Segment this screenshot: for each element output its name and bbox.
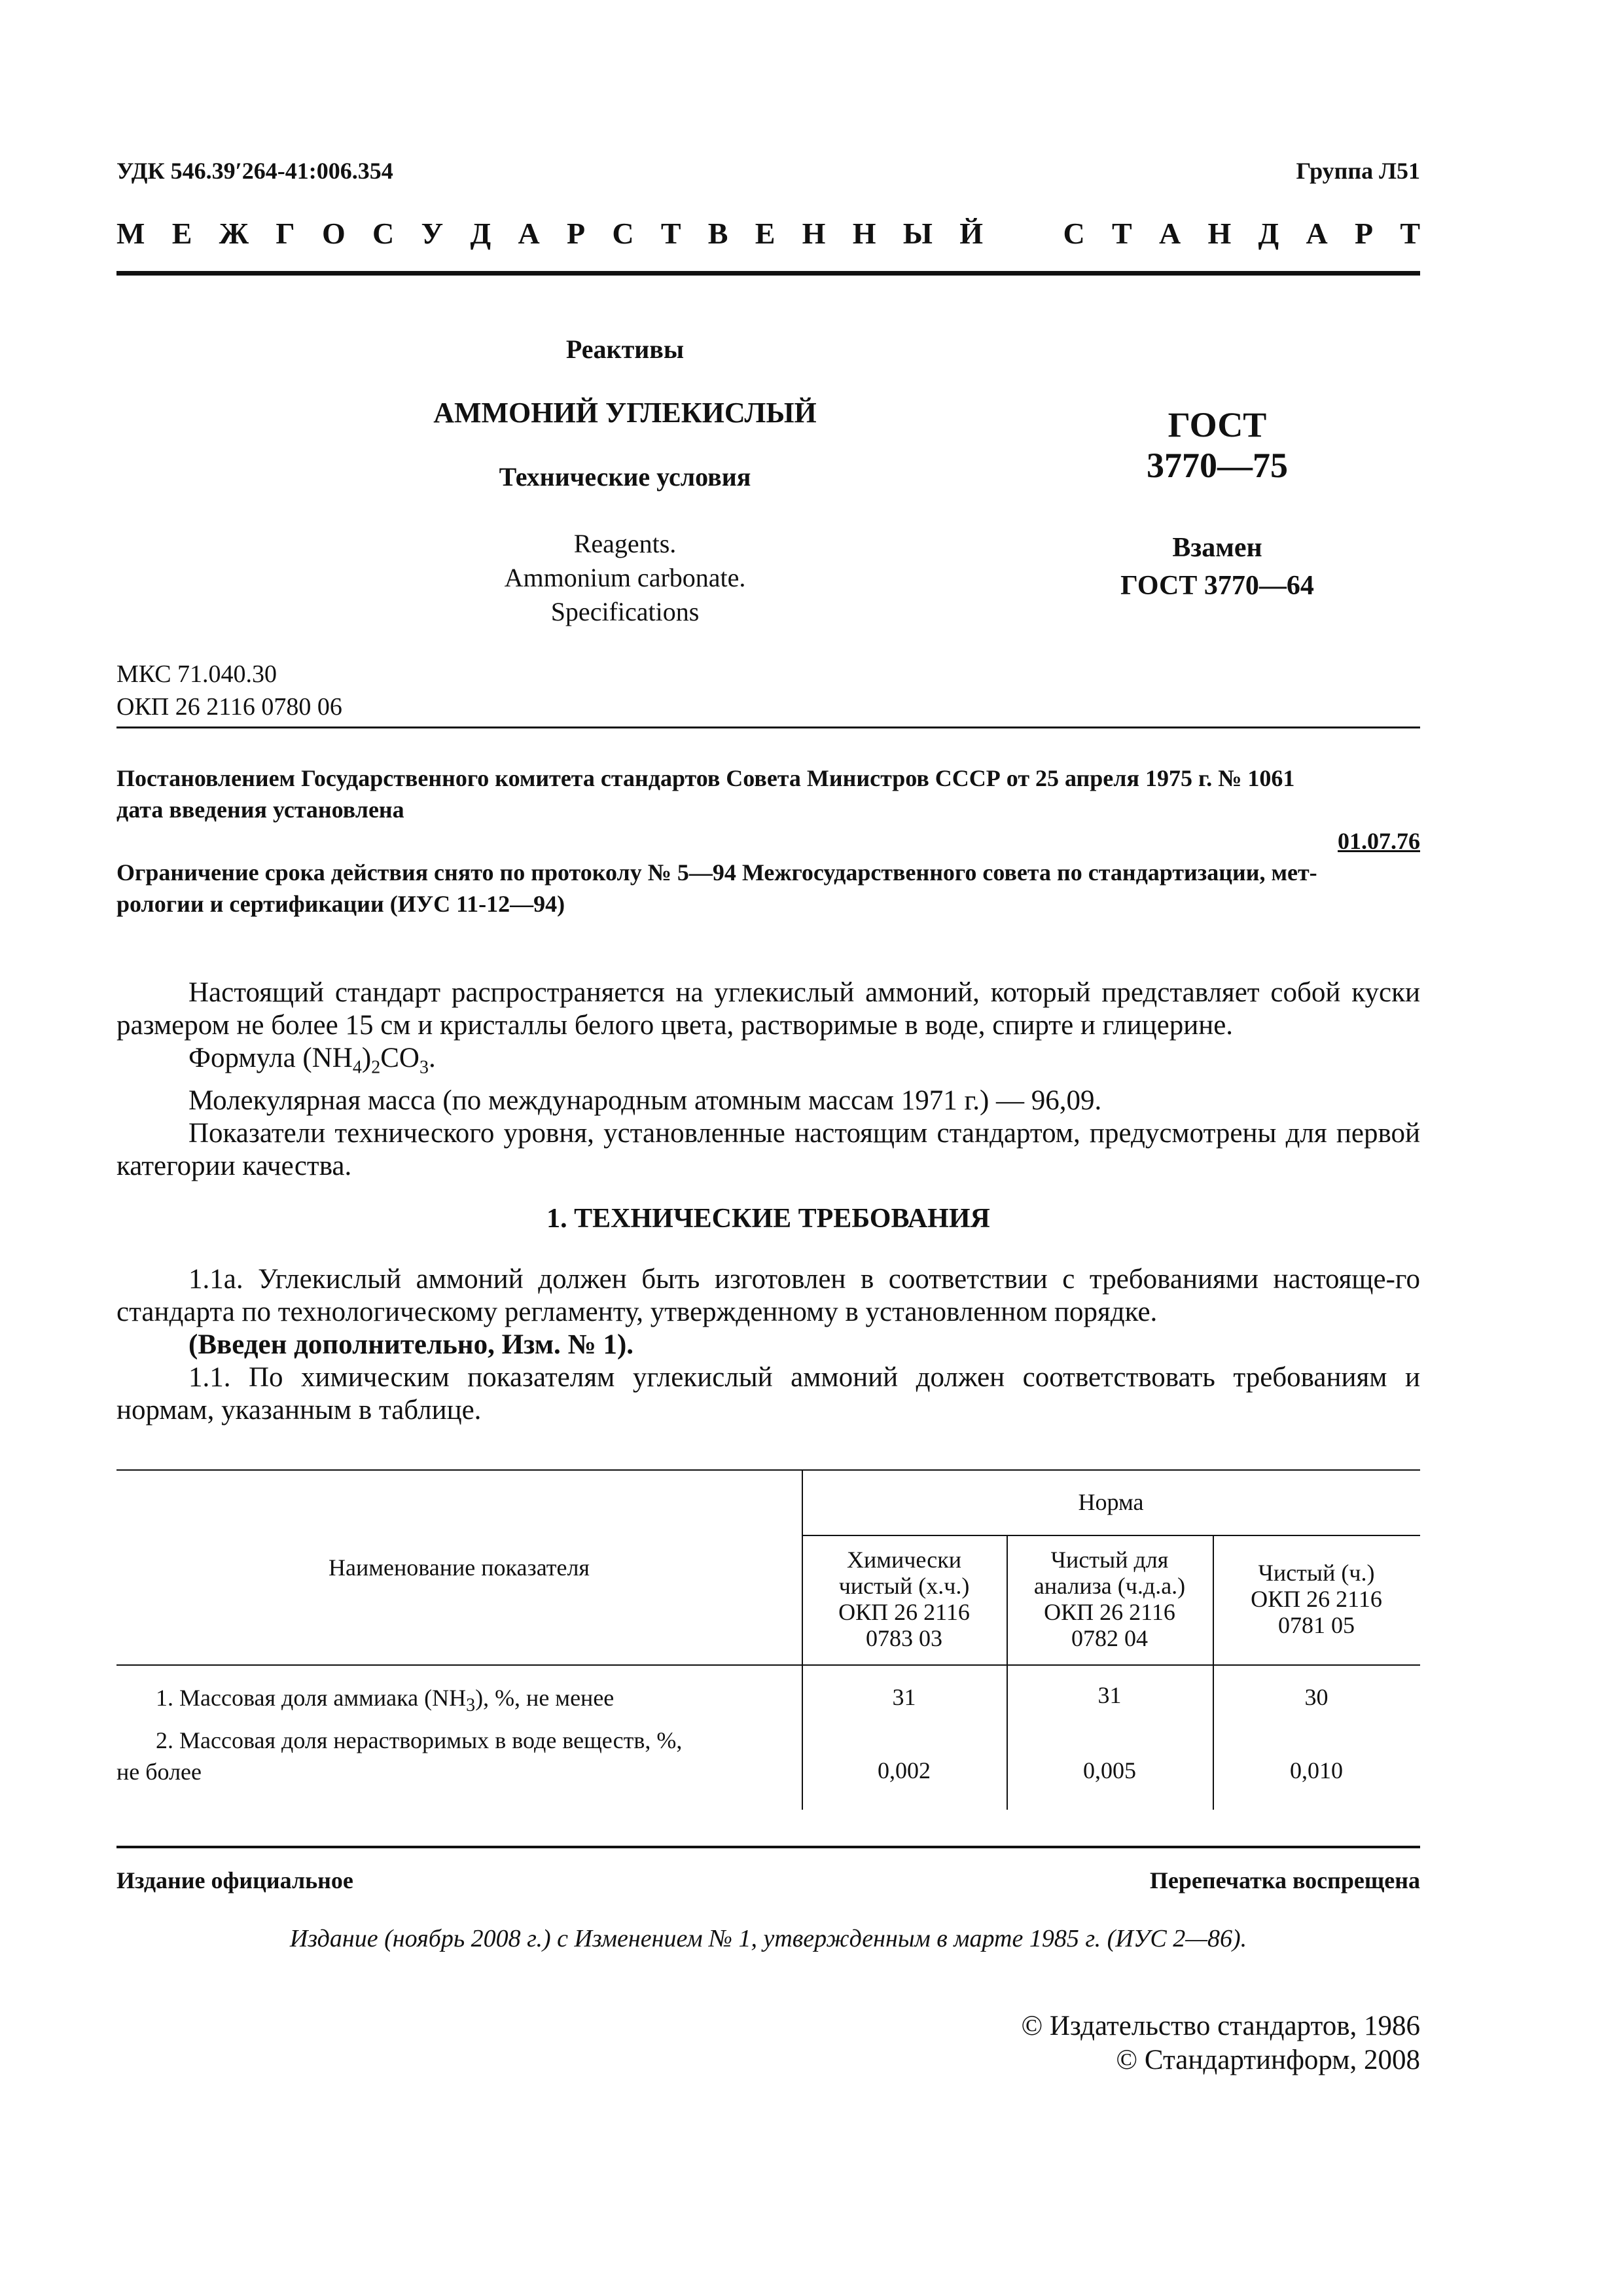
mks-code: МКС 71.040.30 xyxy=(116,660,277,688)
banner-letter: Т xyxy=(1112,217,1132,250)
banner-letter: С xyxy=(372,217,395,250)
copyright-block xyxy=(1021,2009,1420,2077)
grade-header-pure xyxy=(1213,1560,1420,1638)
banner-letter: А xyxy=(1306,217,1328,250)
row-subscript: 3 xyxy=(466,1695,476,1716)
banner-letter: Е xyxy=(755,217,776,250)
replaces-label: Взамен xyxy=(1172,533,1262,563)
gost-label: ГОСТ xyxy=(1168,405,1267,444)
group-code: Группа Л51 xyxy=(1296,158,1420,184)
formula-line xyxy=(116,1042,1420,1085)
decree-line: Постановлением Государственного комитета стандартов Совета Министров СССР от 25 апреля 1975 г. № 1061 xyxy=(116,765,1295,791)
decree-block xyxy=(116,762,1420,920)
title-name: АММОНИЙ УГЛЕКИСЛЫЙ xyxy=(433,397,817,429)
column-header-norma: Норма xyxy=(1078,1489,1144,1515)
classification-codes xyxy=(116,658,342,723)
row-text: 1. Массовая доля аммиака (NH xyxy=(156,1685,467,1711)
molar-mass: Молекулярная масса (по международным атомным массам 1971 г.) — 96,09. xyxy=(188,1085,1102,1116)
intro-text xyxy=(116,977,1420,1183)
grade-line: анализа (ч.д.а.) xyxy=(1033,1573,1186,1599)
section-heading: 1. ТЕХНИЧЕСКИЕ ТРЕБОВАНИЯ xyxy=(546,1204,990,1234)
banner-letter: О xyxy=(321,217,346,250)
banner-letter: Н xyxy=(1207,217,1232,250)
gost-code: 3770—75 xyxy=(1147,446,1288,485)
banner-letter: С xyxy=(1063,217,1085,250)
banner-letter: Ы xyxy=(902,217,933,250)
formula-subscript: 2 xyxy=(371,1057,381,1078)
decree-date-label: дата введения установлена xyxy=(116,797,404,823)
grade-line: ОКП 26 2116 xyxy=(1251,1586,1382,1612)
requirements-table xyxy=(116,1469,1420,1810)
title-subtitle: Технические условия xyxy=(499,462,751,492)
norma-rule xyxy=(802,1535,1420,1536)
banner-letter: Р xyxy=(566,217,586,250)
clause-1-1a: 1.1а. Углекислый аммоний должен быть изготовлен в соответствии с требованиями настояще-го стандарта по технологическому регламенту, утвержденному в установленном порядке. xyxy=(116,1264,1420,1327)
banner-letter: С xyxy=(612,217,634,250)
replaces-code: ГОСТ 3770—64 xyxy=(1120,571,1314,601)
reprint-notice: Перепечатка воспрещена xyxy=(1149,1867,1420,1893)
grade-line: 0781 05 xyxy=(1278,1612,1355,1638)
intro-paragraph: Настоящий стандарт распространяется на углекислый аммоний, который представляет собой куски размером не более 15 см и кристаллы белого цвета, растворимые в воде, спирте и глицерине. xyxy=(116,977,1420,1041)
official-edition: Издание официальное xyxy=(116,1867,353,1893)
header-row xyxy=(116,157,1420,196)
banner-gap xyxy=(1010,216,1036,262)
banner-letter: Й xyxy=(959,217,983,250)
table-cell-value: 0,005 xyxy=(1083,1757,1136,1784)
banner-letter: Т xyxy=(660,217,681,250)
banner-letter: А xyxy=(1158,217,1181,250)
grade-line: Чистый для xyxy=(1050,1547,1169,1573)
grade-line: ОКП 26 2116 xyxy=(1044,1599,1175,1625)
header-thick-rule xyxy=(116,271,1420,276)
banner-letter: Ж xyxy=(219,217,249,250)
grade-line: Чистый (ч.) xyxy=(1258,1560,1375,1586)
header-bottom-border xyxy=(116,1664,1420,1666)
banner-letter: Д xyxy=(1258,217,1279,250)
title-english xyxy=(363,527,887,629)
grade-line: ОКП 26 2116 xyxy=(838,1599,970,1625)
formula-text: CO xyxy=(380,1043,419,1073)
table-cell-value: 0,010 xyxy=(1290,1757,1343,1784)
banner-letter: В xyxy=(707,217,728,250)
formula-subscript: 3 xyxy=(419,1057,429,1078)
udk-code: УДК 546.39′264-41:006.354 xyxy=(116,158,393,184)
limit-line: Ограничение срока действия снято по протоколу № 5—94 Межгосударственного совета по стандартизации, мет- xyxy=(116,859,1317,886)
footer-rule xyxy=(116,1846,1420,1848)
replaces-block xyxy=(1021,529,1414,605)
gost-number xyxy=(1021,404,1414,486)
grade-header-analytical xyxy=(1007,1547,1213,1651)
edition-note: Издание (ноябрь 2008 г.) с Изменением № 1, утвержденным в марте 1985 г. (ИУС 2—86). xyxy=(289,1925,1247,1952)
formula-text: . xyxy=(428,1043,436,1073)
grade-line: 0782 04 xyxy=(1071,1625,1148,1651)
banner-letter: Г xyxy=(276,217,295,250)
banner-letter: А xyxy=(518,217,540,250)
quality-paragraph: Показатели технического уровня, установленные настоящим стандартом, предусмотрены для первой категории качества. xyxy=(116,1117,1420,1181)
formula-text: Формула (NH xyxy=(188,1043,353,1073)
okp-code: ОКП 26 2116 0780 06 xyxy=(116,693,342,721)
table-cell-value: 30 xyxy=(1304,1684,1329,1710)
row-text: не более xyxy=(116,1759,202,1785)
title-category: Реактивы xyxy=(565,334,685,364)
table-cell-value: 31 xyxy=(892,1684,916,1710)
table-row-label xyxy=(116,1725,791,1787)
grade-header-chemically-pure xyxy=(802,1547,1007,1651)
banner-letter: М xyxy=(116,217,145,250)
section1-text xyxy=(116,1263,1420,1427)
row-text: 2. Массовая доля нерастворимых в воде веществ, %, xyxy=(156,1727,683,1753)
grade-line: Химически xyxy=(846,1547,962,1573)
banner-letter: Н xyxy=(852,217,876,250)
table-top-border xyxy=(116,1469,1420,1471)
title-bottom-rule xyxy=(116,726,1420,728)
english-line: Reagents. xyxy=(573,529,677,558)
english-line: Specifications xyxy=(550,597,700,626)
interstate-standard-banner xyxy=(116,216,1420,262)
copyright-line: © Издательство стандартов, 1986 xyxy=(1021,2011,1420,2041)
english-line: Ammonium carbonate. xyxy=(504,563,746,592)
banner-letter: Е xyxy=(171,217,192,250)
amendment-note: (Введен дополнительно, Изм. № 1). xyxy=(188,1329,634,1360)
clause-1-1: 1.1. По химическим показателям углекислый аммоний должен соответствовать требованиям и нормам, указанным в таблице. xyxy=(116,1362,1420,1426)
introduction-date: 01.07.76 xyxy=(1338,828,1420,854)
limit-line: рологии и сертификации (ИУС 11-12—94) xyxy=(116,891,565,917)
formula-text: ) xyxy=(361,1043,372,1073)
grade-line: 0783 03 xyxy=(866,1625,942,1651)
table-cell-value: 31 xyxy=(1097,1682,1122,1708)
banner-letter: У xyxy=(421,217,444,250)
formula-subscript: 4 xyxy=(352,1057,362,1078)
banner-letter: Н xyxy=(802,217,826,250)
banner-letter: Т xyxy=(1400,217,1420,250)
copyright-line: © Стандартинформ, 2008 xyxy=(1116,2045,1420,2075)
grade-line: чистый (х.ч.) xyxy=(838,1573,970,1599)
table-row-label xyxy=(156,1682,797,1721)
row-text: ), %, не менее xyxy=(475,1685,615,1711)
banner-letter: Р xyxy=(1354,217,1374,250)
banner-letter: Д xyxy=(470,217,491,250)
table-cell-value: 0,002 xyxy=(878,1757,931,1784)
column-header-name: Наименование показателя xyxy=(329,1554,590,1581)
